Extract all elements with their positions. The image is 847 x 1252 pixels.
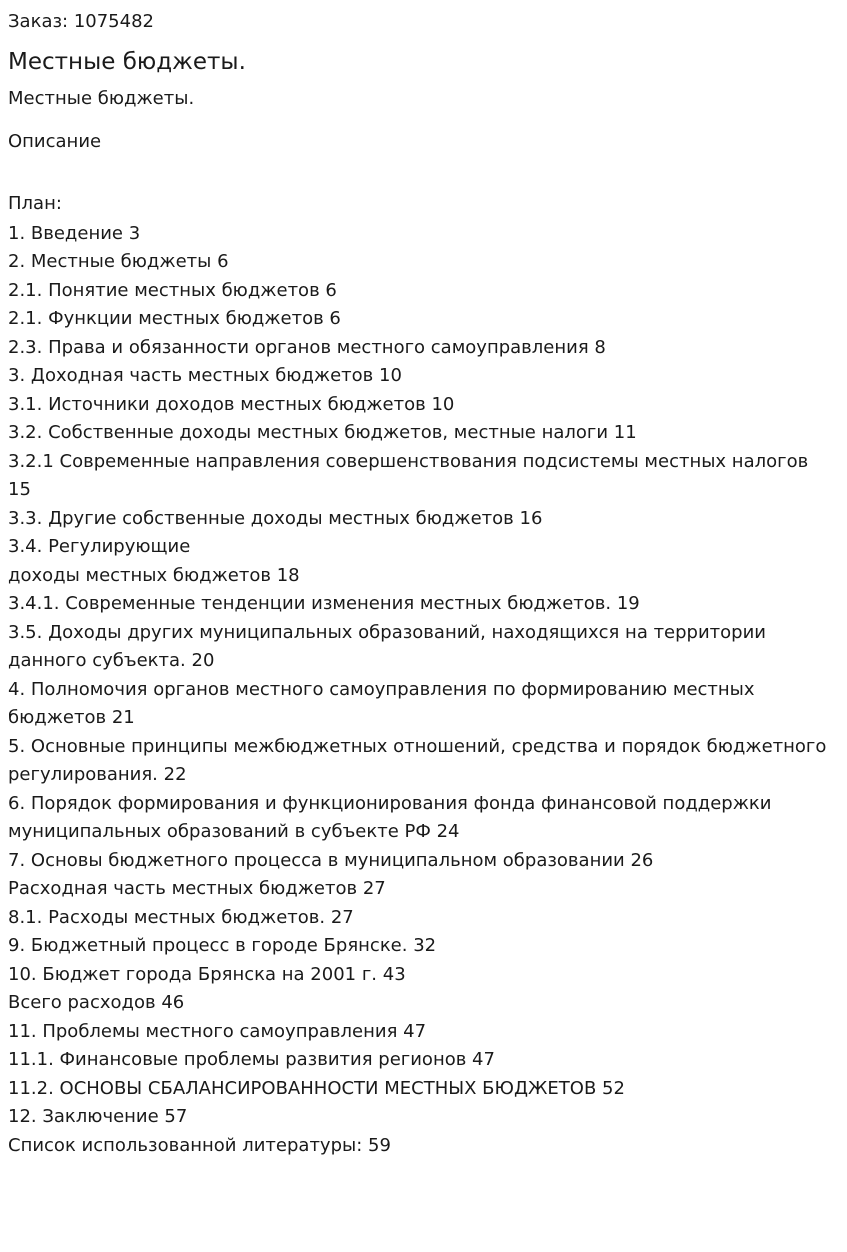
toc-item: 11. Проблемы местного самоуправления 47	[8, 1020, 427, 1042]
toc-item: 2.3. Права и обязанности органов местного самоуправления 8	[8, 336, 606, 358]
page-title: Местные бюджеты.	[8, 49, 246, 75]
toc-item: 8.1. Расходы местных бюджетов. 27	[8, 906, 354, 928]
toc-item: 6. Порядок формирования и функционирования фонда финансовой поддержки муниципальных образований в субъекте РФ 24	[8, 792, 772, 842]
toc-item: 3.4.1. Современные тенденции изменения местных бюджетов. 19	[8, 593, 640, 614]
toc-item: 7. Основы бюджетного процесса в муниципальном образовании 26	[8, 849, 654, 871]
table-of-contents	[8, 220, 836, 1161]
toc-item: Расходная часть местных бюджетов 27	[8, 878, 386, 899]
toc-item: 3.4. Регулирующие	[8, 536, 191, 557]
toc-item: 4. Полномочия органов местного самоуправления по формированию местных бюджетов 21	[8, 678, 755, 728]
plan-heading: План:	[8, 193, 62, 214]
order-number: Заказ: 1075482	[8, 11, 154, 32]
toc-item: 3.1. Источники доходов местных бюджетов 10	[8, 393, 455, 415]
toc-item: 3.5. Доходы других муниципальных образований, находящихся на территории данного субъекта. 20	[8, 621, 766, 671]
toc-item: 3. Доходная часть местных бюджетов 10	[8, 365, 402, 386]
toc-item: 3.3. Другие собственные доходы местных бюджетов 16	[8, 507, 543, 529]
toc-item: 11.1. Финансовые проблемы развития регионов 47	[8, 1049, 495, 1070]
page-subtitle: Местные бюджеты.	[8, 88, 195, 109]
toc-item: 5. Основные принципы межбюджетных отношений, средства и порядок бюджетного регулирования. 22	[8, 735, 827, 785]
toc-item: Всего расходов 46	[8, 992, 185, 1013]
toc-item: Список использованной литературы: 59	[8, 1134, 391, 1156]
toc-item: 3.2. Собственные доходы местных бюджетов, местные налоги 11	[8, 422, 637, 443]
description-heading: Описание	[8, 131, 102, 152]
toc-item: доходы местных бюджетов 18	[8, 564, 300, 586]
toc-item: 3.2.1 Современные направления совершенствования подсистемы местных налогов 15	[8, 450, 809, 500]
toc-item: 10. Бюджет города Брянска на 2001 г. 43	[8, 963, 406, 985]
toc-item: 12. Заключение 57	[8, 1106, 188, 1127]
toc-item: 2.1. Понятие местных бюджетов 6	[8, 279, 337, 301]
toc-item: 2.1. Функции местных бюджетов 6	[8, 308, 341, 329]
toc-item: 11.2. ОСНОВЫ СБАЛАНСИРОВАННОСТИ МЕСТНЫХ БЮДЖЕТОВ 52	[8, 1077, 625, 1099]
toc-item: 1. Введение 3	[8, 222, 141, 244]
toc-item: 2. Местные бюджеты 6	[8, 251, 229, 272]
toc-item: 9. Бюджетный процесс в городе Брянске. 32	[8, 935, 437, 956]
